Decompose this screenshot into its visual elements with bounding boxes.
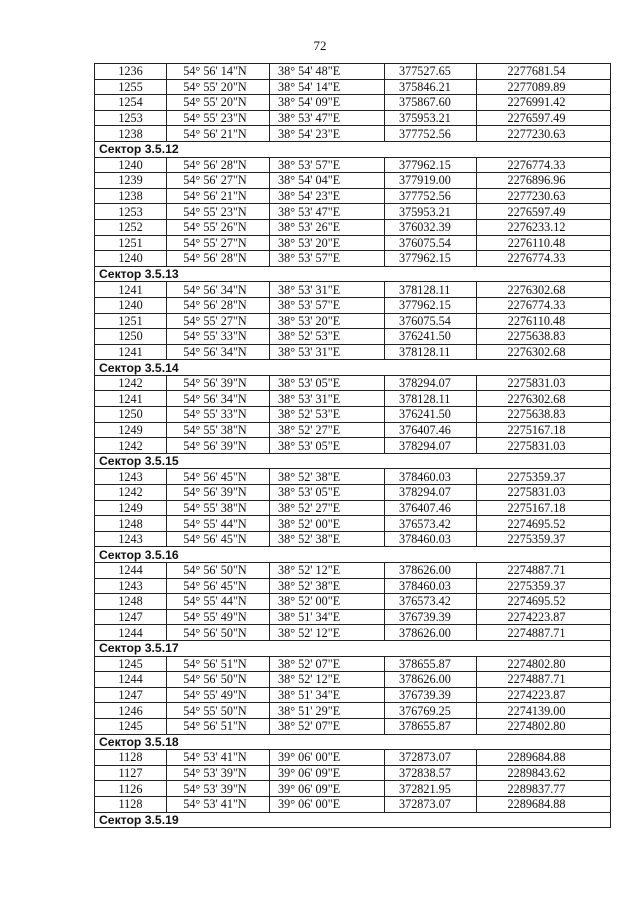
x-coordinate-cell: 372838.57 [385, 765, 477, 781]
latitude-cell: 54° 56' 39"N [167, 375, 270, 391]
table-row [95, 297, 611, 313]
table-row [95, 204, 611, 220]
sector-header-row [95, 640, 611, 656]
point-number-cell: 1127 [95, 765, 167, 781]
longitude-cell: 38° 52' 00"E [270, 516, 385, 532]
latitude-cell: 54° 53' 41"N [167, 796, 270, 812]
x-coordinate-cell: 377752.56 [385, 126, 477, 142]
point-number-cell: 1238 [95, 188, 167, 204]
y-coordinate-cell: 2277089.89 [477, 79, 611, 95]
point-number-cell: 1242 [95, 485, 167, 501]
sector-header-row [95, 360, 611, 376]
longitude-cell: 38° 53' 47"E [270, 110, 385, 126]
point-number-cell: 1250 [95, 329, 167, 345]
latitude-cell: 54° 55' 44"N [167, 594, 270, 610]
longitude-cell: 38° 51' 34"E [270, 609, 385, 625]
table-row [95, 407, 611, 423]
y-coordinate-cell: 2276233.12 [477, 219, 611, 235]
longitude-cell: 39° 06' 09"E [270, 781, 385, 797]
sector-title: Сектор 3.5.15 [95, 453, 611, 469]
coordinates-table-body [95, 64, 611, 828]
y-coordinate-cell: 2274887.71 [477, 625, 611, 641]
table-row [95, 157, 611, 173]
table-row [95, 313, 611, 329]
table-row [95, 609, 611, 625]
point-number-cell: 1243 [95, 469, 167, 485]
point-number-cell: 1241 [95, 391, 167, 407]
table-row [95, 469, 611, 485]
latitude-cell: 54° 55' 26"N [167, 219, 270, 235]
longitude-cell: 39° 06' 09"E [270, 765, 385, 781]
y-coordinate-cell: 2276302.68 [477, 282, 611, 298]
latitude-cell: 54° 55' 23"N [167, 110, 270, 126]
y-coordinate-cell: 2289837.77 [477, 781, 611, 797]
y-coordinate-cell: 2289684.88 [477, 750, 611, 766]
y-coordinate-cell: 2276774.33 [477, 157, 611, 173]
longitude-cell: 38° 53' 05"E [270, 485, 385, 501]
point-number-cell: 1245 [95, 656, 167, 672]
y-coordinate-cell: 2289684.88 [477, 796, 611, 812]
y-coordinate-cell: 2276302.68 [477, 344, 611, 360]
latitude-cell: 54° 56' 45"N [167, 531, 270, 547]
x-coordinate-cell: 378626.00 [385, 625, 477, 641]
longitude-cell: 38° 53' 05"E [270, 375, 385, 391]
y-coordinate-cell: 2276774.33 [477, 297, 611, 313]
longitude-cell: 38° 52' 53"E [270, 407, 385, 423]
y-coordinate-cell: 2275167.18 [477, 422, 611, 438]
y-coordinate-cell: 2275359.37 [477, 531, 611, 547]
latitude-cell: 54° 56' 45"N [167, 578, 270, 594]
y-coordinate-cell: 2275167.18 [477, 500, 611, 516]
longitude-cell: 39° 06' 00"E [270, 750, 385, 766]
point-number-cell: 1238 [95, 126, 167, 142]
table-row [95, 235, 611, 251]
x-coordinate-cell: 378626.00 [385, 672, 477, 688]
latitude-cell: 54° 55' 27"N [167, 313, 270, 329]
longitude-cell: 38° 52' 12"E [270, 672, 385, 688]
y-coordinate-cell: 2276896.96 [477, 173, 611, 189]
longitude-cell: 38° 53' 57"E [270, 251, 385, 267]
point-number-cell: 1240 [95, 157, 167, 173]
table-row [95, 703, 611, 719]
sector-header-row [95, 734, 611, 750]
latitude-cell: 54° 55' 33"N [167, 407, 270, 423]
longitude-cell: 38° 52' 07"E [270, 718, 385, 734]
sector-title: Сектор 3.5.17 [95, 640, 611, 656]
x-coordinate-cell: 376075.54 [385, 235, 477, 251]
x-coordinate-cell: 376739.39 [385, 687, 477, 703]
point-number-cell: 1247 [95, 609, 167, 625]
x-coordinate-cell: 378294.07 [385, 485, 477, 501]
x-coordinate-cell: 376407.46 [385, 422, 477, 438]
point-number-cell: 1242 [95, 375, 167, 391]
table-row [95, 765, 611, 781]
table-row [95, 750, 611, 766]
longitude-cell: 38° 54' 04"E [270, 173, 385, 189]
latitude-cell: 54° 55' 33"N [167, 329, 270, 345]
table-row [95, 251, 611, 267]
point-number-cell: 1247 [95, 687, 167, 703]
sector-title: Сектор 3.5.18 [95, 734, 611, 750]
table-row [95, 687, 611, 703]
point-number-cell: 1244 [95, 672, 167, 688]
y-coordinate-cell: 2275831.03 [477, 485, 611, 501]
x-coordinate-cell: 375867.60 [385, 95, 477, 111]
x-coordinate-cell: 377962.15 [385, 297, 477, 313]
latitude-cell: 54° 56' 34"N [167, 282, 270, 298]
longitude-cell: 38° 54' 14"E [270, 79, 385, 95]
point-number-cell: 1251 [95, 313, 167, 329]
sector-title: Сектор 3.5.13 [95, 266, 611, 282]
table-row [95, 391, 611, 407]
latitude-cell: 54° 55' 38"N [167, 422, 270, 438]
y-coordinate-cell: 2275359.37 [477, 578, 611, 594]
y-coordinate-cell: 2275638.83 [477, 329, 611, 345]
longitude-cell: 38° 53' 31"E [270, 344, 385, 360]
sector-title: Сектор 3.5.14 [95, 360, 611, 376]
sector-header-row [95, 547, 611, 563]
latitude-cell: 54° 56' 51"N [167, 718, 270, 734]
latitude-cell: 54° 56' 21"N [167, 126, 270, 142]
longitude-cell: 38° 53' 20"E [270, 313, 385, 329]
y-coordinate-cell: 2275359.37 [477, 469, 611, 485]
longitude-cell: 38° 52' 38"E [270, 469, 385, 485]
longitude-cell: 39° 06' 00"E [270, 796, 385, 812]
table-row [95, 282, 611, 298]
y-coordinate-cell: 2276302.68 [477, 391, 611, 407]
y-coordinate-cell: 2276597.49 [477, 110, 611, 126]
x-coordinate-cell: 377962.15 [385, 251, 477, 267]
x-coordinate-cell: 377752.56 [385, 188, 477, 204]
latitude-cell: 54° 56' 45"N [167, 469, 270, 485]
latitude-cell: 54° 56' 28"N [167, 251, 270, 267]
y-coordinate-cell: 2274139.00 [477, 703, 611, 719]
table-row [95, 672, 611, 688]
x-coordinate-cell: 376032.39 [385, 219, 477, 235]
longitude-cell: 38° 54' 09"E [270, 95, 385, 111]
x-coordinate-cell: 375953.21 [385, 204, 477, 220]
point-number-cell: 1240 [95, 251, 167, 267]
x-coordinate-cell: 378460.03 [385, 469, 477, 485]
x-coordinate-cell: 378128.11 [385, 391, 477, 407]
point-number-cell: 1251 [95, 235, 167, 251]
sector-title: Сектор 3.5.19 [95, 812, 611, 828]
longitude-cell: 38° 53' 57"E [270, 157, 385, 173]
table-row [95, 219, 611, 235]
latitude-cell: 54° 53' 39"N [167, 781, 270, 797]
point-number-cell: 1252 [95, 219, 167, 235]
longitude-cell: 38° 54' 23"E [270, 126, 385, 142]
coordinates-table [94, 63, 611, 828]
y-coordinate-cell: 2274695.52 [477, 516, 611, 532]
point-number-cell: 1244 [95, 625, 167, 641]
x-coordinate-cell: 378294.07 [385, 375, 477, 391]
table-row [95, 718, 611, 734]
latitude-cell: 54° 55' 27"N [167, 235, 270, 251]
longitude-cell: 38° 52' 27"E [270, 422, 385, 438]
table-row [95, 422, 611, 438]
table-row [95, 188, 611, 204]
longitude-cell: 38° 52' 12"E [270, 625, 385, 641]
table-row [95, 796, 611, 812]
table-row [95, 126, 611, 142]
x-coordinate-cell: 378460.03 [385, 578, 477, 594]
y-coordinate-cell: 2275831.03 [477, 438, 611, 454]
longitude-cell: 38° 52' 12"E [270, 563, 385, 579]
table-row [95, 563, 611, 579]
x-coordinate-cell: 372821.95 [385, 781, 477, 797]
latitude-cell: 54° 56' 51"N [167, 656, 270, 672]
longitude-cell: 38° 52' 38"E [270, 531, 385, 547]
table-row [95, 516, 611, 532]
latitude-cell: 54° 56' 39"N [167, 485, 270, 501]
sector-title: Сектор 3.5.12 [95, 141, 611, 157]
latitude-cell: 54° 55' 49"N [167, 687, 270, 703]
point-number-cell: 1243 [95, 531, 167, 547]
table-row [95, 95, 611, 111]
y-coordinate-cell: 2277681.54 [477, 64, 611, 80]
table-row [95, 578, 611, 594]
y-coordinate-cell: 2274223.87 [477, 609, 611, 625]
x-coordinate-cell: 376573.42 [385, 516, 477, 532]
longitude-cell: 38° 54' 23"E [270, 188, 385, 204]
y-coordinate-cell: 2274695.52 [477, 594, 611, 610]
table-row [95, 500, 611, 516]
longitude-cell: 38° 52' 53"E [270, 329, 385, 345]
y-coordinate-cell: 2274887.71 [477, 563, 611, 579]
latitude-cell: 54° 55' 50"N [167, 703, 270, 719]
point-number-cell: 1241 [95, 344, 167, 360]
y-coordinate-cell: 2277230.63 [477, 188, 611, 204]
x-coordinate-cell: 378460.03 [385, 531, 477, 547]
latitude-cell: 54° 56' 50"N [167, 672, 270, 688]
longitude-cell: 38° 53' 57"E [270, 297, 385, 313]
x-coordinate-cell: 378655.87 [385, 656, 477, 672]
point-number-cell: 1255 [95, 79, 167, 95]
sector-header-row [95, 812, 611, 828]
table-row [95, 625, 611, 641]
longitude-cell: 38° 51' 34"E [270, 687, 385, 703]
latitude-cell: 54° 56' 27"N [167, 173, 270, 189]
longitude-cell: 38° 52' 38"E [270, 578, 385, 594]
point-number-cell: 1240 [95, 297, 167, 313]
latitude-cell: 54° 55' 23"N [167, 204, 270, 220]
x-coordinate-cell: 372873.07 [385, 796, 477, 812]
x-coordinate-cell: 378294.07 [385, 438, 477, 454]
point-number-cell: 1126 [95, 781, 167, 797]
point-number-cell: 1241 [95, 282, 167, 298]
point-number-cell: 1254 [95, 95, 167, 111]
latitude-cell: 54° 56' 14"N [167, 64, 270, 80]
point-number-cell: 1242 [95, 438, 167, 454]
x-coordinate-cell: 376241.50 [385, 407, 477, 423]
y-coordinate-cell: 2274802.80 [477, 656, 611, 672]
y-coordinate-cell: 2276110.48 [477, 313, 611, 329]
longitude-cell: 38° 52' 00"E [270, 594, 385, 610]
table-row [95, 110, 611, 126]
y-coordinate-cell: 2274223.87 [477, 687, 611, 703]
x-coordinate-cell: 378655.87 [385, 718, 477, 734]
sector-header-row [95, 453, 611, 469]
point-number-cell: 1128 [95, 796, 167, 812]
latitude-cell: 54° 56' 28"N [167, 297, 270, 313]
latitude-cell: 54° 55' 20"N [167, 95, 270, 111]
table-row [95, 656, 611, 672]
longitude-cell: 38° 53' 05"E [270, 438, 385, 454]
point-number-cell: 1250 [95, 407, 167, 423]
table-row [95, 79, 611, 95]
x-coordinate-cell: 376573.42 [385, 594, 477, 610]
latitude-cell: 54° 56' 50"N [167, 625, 270, 641]
latitude-cell: 54° 53' 39"N [167, 765, 270, 781]
longitude-cell: 38° 53' 31"E [270, 391, 385, 407]
longitude-cell: 38° 51' 29"E [270, 703, 385, 719]
x-coordinate-cell: 378626.00 [385, 563, 477, 579]
point-number-cell: 1128 [95, 750, 167, 766]
x-coordinate-cell: 378128.11 [385, 344, 477, 360]
point-number-cell: 1246 [95, 703, 167, 719]
x-coordinate-cell: 376407.46 [385, 500, 477, 516]
point-number-cell: 1236 [95, 64, 167, 80]
y-coordinate-cell: 2276774.33 [477, 251, 611, 267]
latitude-cell: 54° 55' 38"N [167, 500, 270, 516]
latitude-cell: 54° 55' 20"N [167, 79, 270, 95]
table-row [95, 485, 611, 501]
y-coordinate-cell: 2275831.03 [477, 375, 611, 391]
x-coordinate-cell: 377919.00 [385, 173, 477, 189]
table-row [95, 173, 611, 189]
latitude-cell: 54° 56' 34"N [167, 391, 270, 407]
x-coordinate-cell: 376769.25 [385, 703, 477, 719]
table-row [95, 344, 611, 360]
table-row [95, 329, 611, 345]
longitude-cell: 38° 53' 47"E [270, 204, 385, 220]
table-row [95, 438, 611, 454]
longitude-cell: 38° 54' 48"E [270, 64, 385, 80]
sector-header-row [95, 141, 611, 157]
y-coordinate-cell: 2276597.49 [477, 204, 611, 220]
sector-header-row [95, 266, 611, 282]
latitude-cell: 54° 56' 21"N [167, 188, 270, 204]
x-coordinate-cell: 375846.21 [385, 79, 477, 95]
x-coordinate-cell: 378128.11 [385, 282, 477, 298]
x-coordinate-cell: 372873.07 [385, 750, 477, 766]
longitude-cell: 38° 52' 07"E [270, 656, 385, 672]
point-number-cell: 1253 [95, 204, 167, 220]
point-number-cell: 1245 [95, 718, 167, 734]
table-row [95, 375, 611, 391]
page-number: 72 [313, 38, 327, 53]
point-number-cell: 1243 [95, 578, 167, 594]
point-number-cell: 1248 [95, 594, 167, 610]
point-number-cell: 1249 [95, 422, 167, 438]
x-coordinate-cell: 375953.21 [385, 110, 477, 126]
x-coordinate-cell: 376075.54 [385, 313, 477, 329]
x-coordinate-cell: 376739.39 [385, 609, 477, 625]
point-number-cell: 1239 [95, 173, 167, 189]
y-coordinate-cell: 2274802.80 [477, 718, 611, 734]
longitude-cell: 38° 52' 27"E [270, 500, 385, 516]
y-coordinate-cell: 2274887.71 [477, 672, 611, 688]
y-coordinate-cell: 2277230.63 [477, 126, 611, 142]
latitude-cell: 54° 53' 41"N [167, 750, 270, 766]
longitude-cell: 38° 53' 26"E [270, 219, 385, 235]
latitude-cell: 54° 56' 28"N [167, 157, 270, 173]
y-coordinate-cell: 2276991.42 [477, 95, 611, 111]
point-number-cell: 1253 [95, 110, 167, 126]
latitude-cell: 54° 56' 34"N [167, 344, 270, 360]
point-number-cell: 1249 [95, 500, 167, 516]
table-row [95, 781, 611, 797]
latitude-cell: 54° 56' 50"N [167, 563, 270, 579]
x-coordinate-cell: 377527.65 [385, 64, 477, 80]
y-coordinate-cell: 2275638.83 [477, 407, 611, 423]
point-number-cell: 1244 [95, 563, 167, 579]
y-coordinate-cell: 2289843.62 [477, 765, 611, 781]
latitude-cell: 54° 55' 44"N [167, 516, 270, 532]
x-coordinate-cell: 377962.15 [385, 157, 477, 173]
x-coordinate-cell: 376241.50 [385, 329, 477, 345]
table-row [95, 594, 611, 610]
sector-title: Сектор 3.5.16 [95, 547, 611, 563]
table-row [95, 531, 611, 547]
latitude-cell: 54° 56' 39"N [167, 438, 270, 454]
longitude-cell: 38° 53' 20"E [270, 235, 385, 251]
y-coordinate-cell: 2276110.48 [477, 235, 611, 251]
point-number-cell: 1248 [95, 516, 167, 532]
table-row [95, 64, 611, 80]
longitude-cell: 38° 53' 31"E [270, 282, 385, 298]
latitude-cell: 54° 55' 49"N [167, 609, 270, 625]
